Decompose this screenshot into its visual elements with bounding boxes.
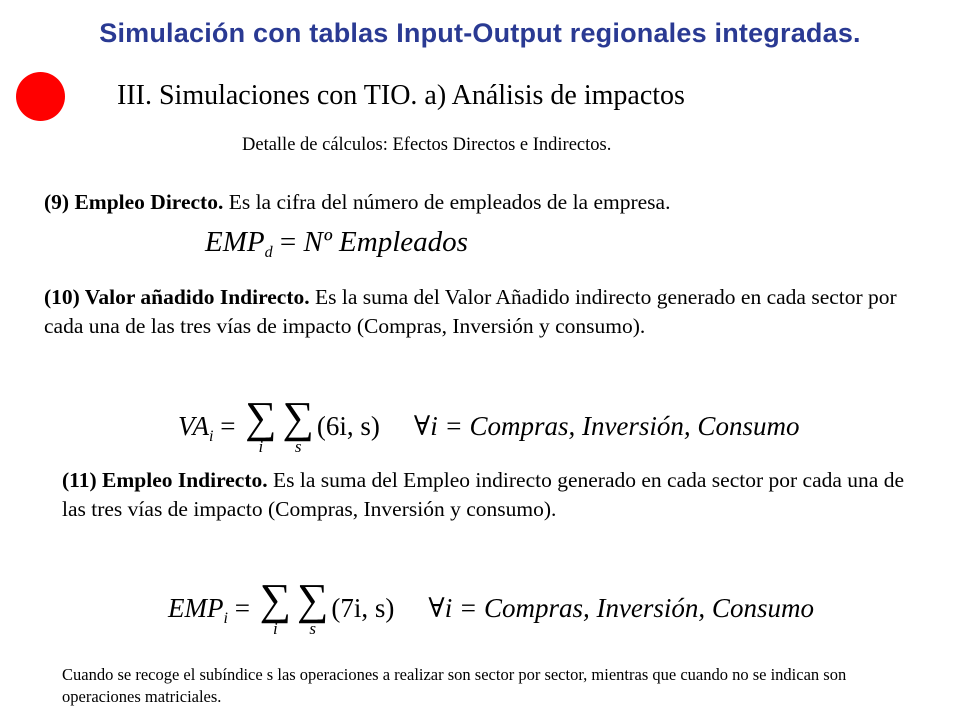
formula-lhs-subscript: i — [208, 427, 214, 445]
item-9-heading: (9) Empleo Directo. — [44, 190, 224, 214]
item-10-paragraph — [44, 283, 914, 341]
formula-equals: = — [227, 593, 257, 623]
item-11-formula — [168, 575, 814, 638]
item-9-paragraph — [44, 188, 670, 217]
formula-equals: = — [213, 411, 243, 441]
summation-limit: s — [294, 437, 302, 456]
formula-term: (6i, s) — [316, 411, 380, 441]
item-9-formula — [205, 226, 468, 259]
red-circle-marker — [16, 72, 65, 121]
formula-lhs: EMP — [205, 226, 265, 258]
item-10-heading: (10) Valor añadido Indirecto. — [44, 285, 310, 309]
summation-limit: i — [258, 437, 264, 456]
formula-rhs: Nº Empleados — [303, 226, 468, 258]
item-11-heading: (11) Empleo Indirecto. — [62, 468, 268, 492]
formula-lhs-subscript: d — [264, 243, 273, 261]
summation-i: ∑ i — [245, 393, 277, 456]
formula-term: (7i, s) — [331, 593, 395, 623]
formula-condition: ∀i = Compras, Inversión, Consumo — [413, 411, 800, 441]
formula-lhs: VA — [178, 411, 209, 441]
formula-equals: = — [272, 226, 304, 258]
item-11-paragraph — [62, 466, 912, 524]
summation-s: ∑ s — [282, 393, 314, 456]
summation-i: ∑ i — [259, 575, 292, 638]
detail-caption: Detalle de cálculos: Efectos Directos e Indirectos. — [242, 135, 612, 155]
summation-s: ∑ s — [297, 575, 329, 638]
item-10-formula — [178, 393, 800, 456]
item-9-text: Es la cifra del número de empleados de la empresa. — [223, 190, 671, 214]
summation-limit: i — [272, 619, 278, 638]
slide-title: Simulación con tablas Input-Output regionales integradas. — [99, 18, 861, 48]
item-10-text: Es la suma del Valor Añadido indirecto generado en cada sector por cada una de las tres vías de impacto (Compras, Inversión y consumo). — [44, 285, 897, 338]
formula-lhs-subscript: i — [223, 609, 228, 627]
section-subtitle: III. Simulaciones con TIO. a) Análisis de impactos — [117, 80, 685, 111]
formula-lhs: EMP — [168, 593, 224, 623]
item-11-text: Es la suma del Empleo indirecto generado en cada sector por cada una de las tres vías de impacto (Compras, Inversión y consumo). — [62, 468, 905, 521]
summation-limit: s — [309, 619, 317, 638]
formula-condition: ∀i = Compras, Inversión, Consumo — [428, 593, 814, 623]
footnote: Cuando se recoge el subíndice s las operaciones a realizar son sector por sector, mientras que cuando no se indican son operaciones matriciales. — [62, 665, 847, 706]
